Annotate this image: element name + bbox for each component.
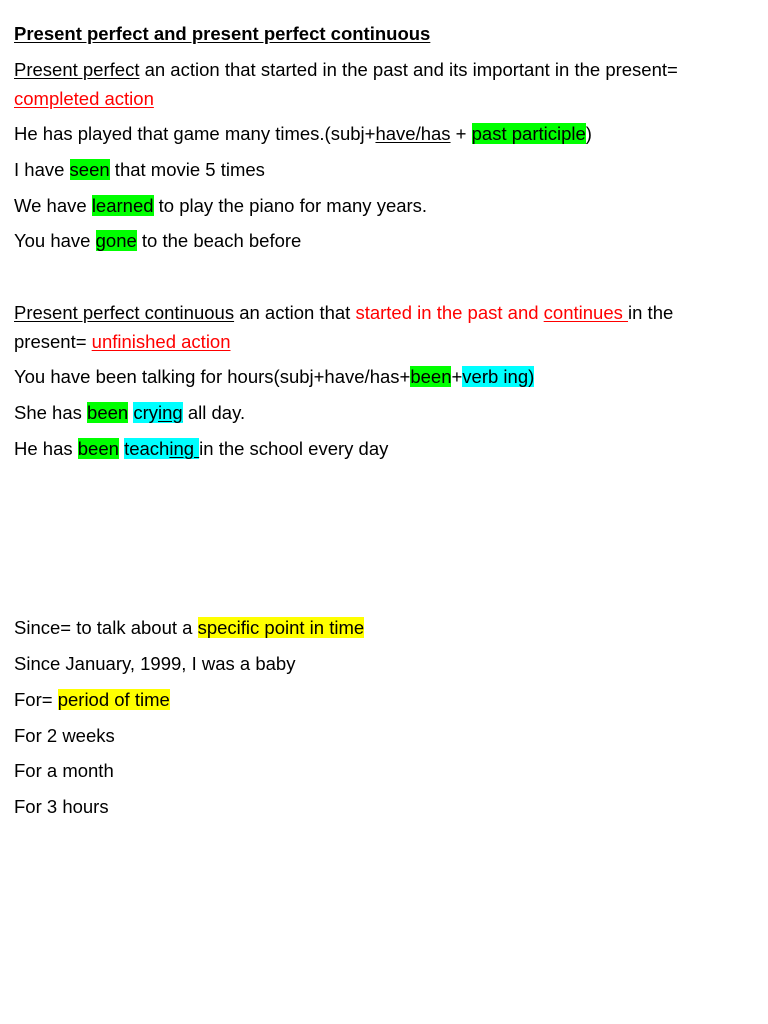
present-perfect-definition	[14, 59, 756, 81]
present-perfect-example-1	[14, 123, 756, 145]
since-text: Since= to talk about a	[14, 617, 198, 638]
present-perfect-summary: completed action	[14, 88, 154, 109]
example-text: He has	[14, 438, 78, 459]
definition-text: an action that	[234, 302, 356, 323]
since-example: Since January, 1999, I was a baby	[14, 653, 296, 674]
example-text: that movie 5 times	[109, 159, 265, 180]
example-text: in the school every day	[199, 438, 389, 459]
ing-ending: ing	[158, 402, 183, 423]
present-perfect-definition-text: an action that started in the past and its important in the present=	[139, 59, 678, 80]
verb-ing-highlight: verb ing)	[462, 366, 535, 387]
participle-highlight: learned	[91, 195, 154, 216]
example-text: to the beach before	[136, 230, 302, 251]
verb-ing-highlight	[124, 438, 199, 459]
example-text: She has	[14, 402, 88, 423]
example-text: all day.	[182, 402, 246, 423]
verb-stem: cry	[133, 402, 158, 423]
page-title: Present perfect and present perfect continuous	[14, 23, 431, 44]
verb-stem: teach	[124, 438, 170, 459]
for-example-2: For a month	[14, 760, 114, 781]
present-perfect-continuous-example-3	[14, 438, 756, 460]
been-highlight: been	[87, 402, 129, 423]
verb-ing-highlight	[133, 402, 182, 423]
example-text: He has played that game many times.(subj+	[14, 123, 376, 144]
present-perfect-example-2	[14, 159, 756, 181]
participle-highlight: gone	[95, 230, 137, 251]
example-text: to play the piano for many years.	[153, 195, 428, 216]
present-perfect-term: Present perfect	[14, 59, 140, 80]
for-definition	[14, 689, 756, 711]
present-perfect-continuous-example-1	[14, 366, 756, 388]
present-perfect-continuous-term: Present perfect continuous	[14, 302, 235, 323]
present-perfect-summary-line	[14, 88, 756, 110]
close-paren: )	[585, 123, 592, 144]
definition-text: present=	[14, 331, 92, 352]
plus-sign: +	[451, 366, 463, 387]
present-perfect-continuous-summary-line	[14, 331, 756, 353]
definition-text: in the	[628, 302, 674, 323]
example-text: We have	[14, 195, 92, 216]
past-participle-highlight: past participle	[471, 123, 586, 144]
been-highlight: been	[410, 366, 452, 387]
since-highlight: specific point in time	[197, 617, 365, 638]
definition-continues: continues	[543, 302, 629, 323]
for-example-3: For 3 hours	[14, 796, 109, 817]
definition-red-text: started in the past and	[355, 302, 544, 323]
for-example-1: For 2 weeks	[14, 725, 115, 746]
plus-sign: +	[450, 123, 472, 144]
since-definition	[14, 617, 756, 639]
present-perfect-continuous-definition	[14, 302, 756, 324]
ing-ending: ing	[169, 438, 200, 459]
for-text: For=	[14, 689, 58, 710]
example-text: You have	[14, 230, 96, 251]
for-highlight: period of time	[57, 689, 170, 710]
present-perfect-example-4	[14, 230, 756, 252]
example-text: You have been talking for hours(subj+have/has+	[14, 366, 411, 387]
have-has-formula: have/has	[375, 123, 451, 144]
example-text: I have	[14, 159, 70, 180]
present-perfect-continuous-example-2	[14, 402, 756, 424]
participle-highlight: seen	[69, 159, 110, 180]
present-perfect-continuous-summary: unfinished action	[91, 331, 231, 352]
present-perfect-example-3	[14, 195, 756, 217]
been-highlight: been	[77, 438, 119, 459]
